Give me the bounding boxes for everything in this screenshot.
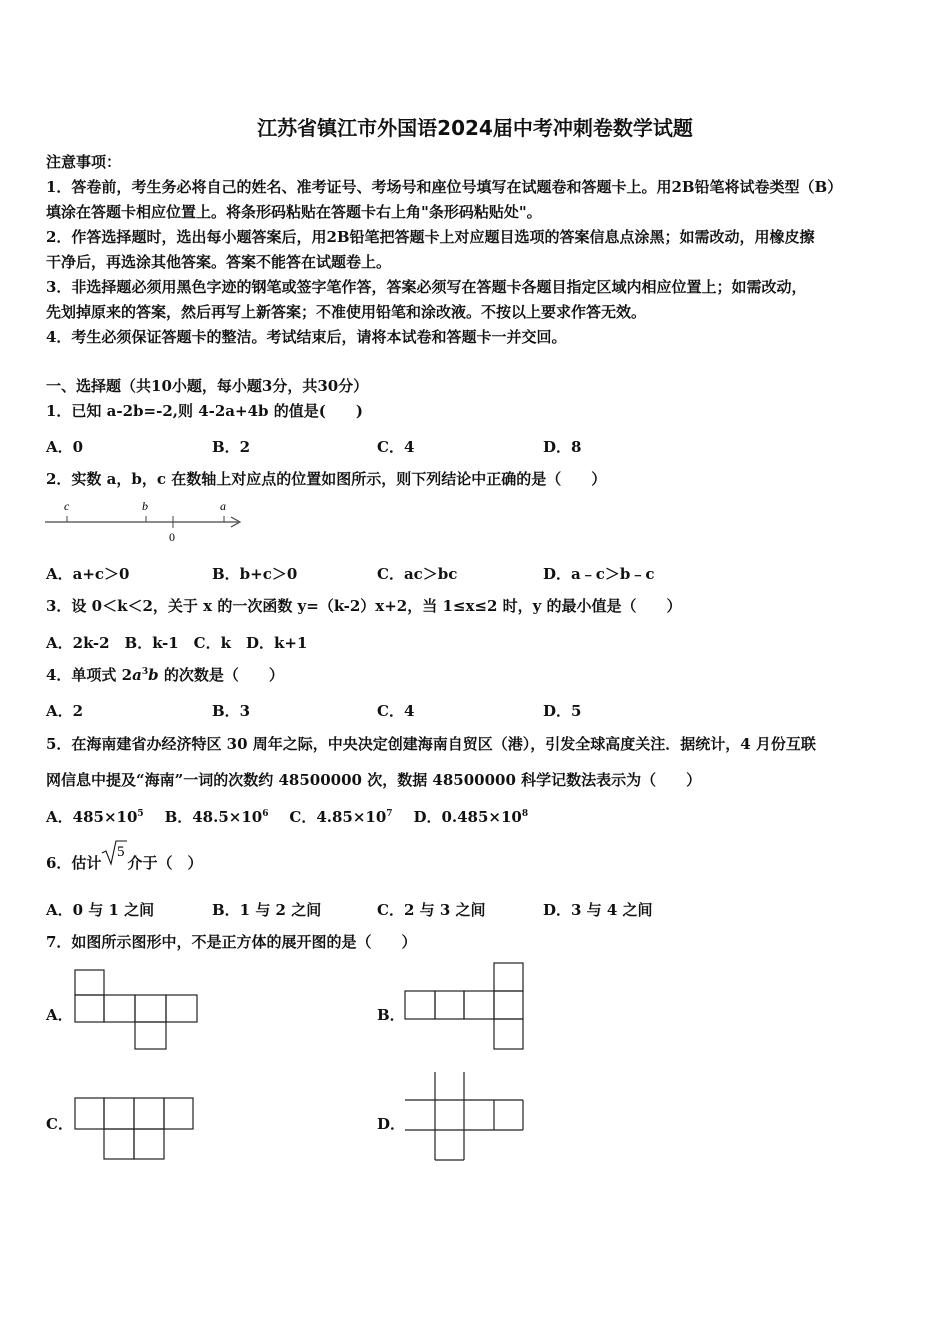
- sqrt-expression: [101, 844, 127, 870]
- q1-stem: 1．已知 a-2b=-2,则 4-2a+4b 的值是( ): [46, 402, 363, 420]
- q5-option-c: C．$4.85\times 10^7$: [289, 808, 393, 826]
- q1-option-b: B．2: [212, 438, 251, 456]
- q6-stem: 6．估计 5 介于（ ）: [46, 850, 202, 872]
- notice-line-5: 3．非选择题必须用黑色字迹的钢笔或签字笔作答，答案必须写在答题卡各题目指定区域内相应位置上；如需改动，: [46, 278, 807, 296]
- q2-stem: 2．实数 a，b，c 在数轴上对应点的位置如图所示，则下列结论中正确的是（ ）: [46, 470, 607, 488]
- notice-line-6: 先划掉原来的答案，然后再写上新答案；不准使用铅笔和涂改液。不按以上要求作答无效。: [46, 303, 647, 321]
- q7-option-d: D．: [377, 1115, 406, 1133]
- q7-figure-a: [74, 969, 200, 1051]
- notice-line-3: 2．作答选择题时，选出每小题答案后，用2B铅笔把答题卡上对应题目选项的答案信息点涂黑；如需改动，用橡皮擦: [46, 228, 815, 246]
- axis-label-c: c: [64, 499, 70, 513]
- notice-line-4: 干净后，再选涂其他答案。答案不能答在试题卷上。: [46, 253, 392, 271]
- q5-options: [46, 806, 528, 827]
- q4-option-b: B．3: [212, 702, 251, 720]
- axis-label-b: b: [142, 499, 148, 513]
- notice-heading: 注意事项：: [46, 153, 122, 171]
- notice-line-1: 1．答卷前，考生务必将自己的姓名、准考证号、考场号和座位号填写在试题卷和答题卡上。用2B铅笔将试卷类型（B）: [46, 178, 843, 196]
- q6-option-d: D．3 与 4 之间: [543, 901, 653, 919]
- q2-option-c: C．ac＞bc: [377, 565, 458, 583]
- q7-option-c: C．: [46, 1115, 73, 1133]
- q4-option-a: A．2: [46, 702, 84, 720]
- q6-option-a: A．0 与 1 之间: [46, 901, 155, 919]
- page-title: 江苏省镇江市外国语2024届中考冲刺卷数学试题: [257, 116, 693, 140]
- q7-option-b: B．: [377, 1006, 405, 1024]
- q7-option-a: A．: [46, 1006, 73, 1024]
- q5-stem-line-1: 5．在海南建省办经济特区 30 周年之际，中央决定创建海南自贸区（港），引发全球高度关注．据统计，4 月份互联: [46, 735, 816, 753]
- q2-option-d: D．a﹣c＞b﹣c: [543, 565, 655, 583]
- q2-option-a: A．a+c＞0: [46, 565, 130, 583]
- section-heading: 一、选择题（共10小题，每小题3分，共30分）: [46, 377, 369, 395]
- q7-figure-d: [404, 1071, 528, 1165]
- q3-options: A．2k-2 B．k-1 C．k D．k+1: [46, 634, 308, 652]
- q6-option-c: C．2 与 3 之间: [377, 901, 486, 919]
- q2-option-b: B．b+c＞0: [212, 565, 298, 583]
- q4-option-d: D．5: [543, 702, 582, 720]
- notice-line-7: 4．考生必须保证答题卡的整洁。考试结束后，请将本试卷和答题卡一并交回。: [46, 328, 567, 346]
- q1-option-d: D．8: [543, 438, 582, 456]
- q5-stem-line-2: 网信息中提及“海南”一词的次数约 48500000 次，数据 48500000 科学记数法表示为（ ）: [46, 771, 702, 789]
- q1-option-a: A．0: [46, 438, 84, 456]
- q7-figure-c: [74, 1097, 198, 1163]
- q6-option-b: B．1 与 2 之间: [212, 901, 322, 919]
- q7-stem: 7．如图所示图形中，不是正方体的展开图的是（ ）: [46, 933, 417, 951]
- q3-stem: 3．设 0＜k＜2，关于 x 的一次函数 y=（k-2）x+2，当 1≤x≤2 时，y 的最小值是（ ）: [46, 597, 682, 615]
- q5-option-d: D．$0.485\times 10^8$: [413, 808, 529, 826]
- radical-sign-icon: [101, 838, 127, 866]
- axis-label-zero: 0: [169, 530, 175, 544]
- q5-option-b: B．$48.5\times 10^6$: [164, 808, 269, 826]
- q1-option-c: C．4: [377, 438, 415, 456]
- q5-option-a: A．$485\times 10^5$: [46, 808, 144, 826]
- q4-option-c: C．4: [377, 702, 415, 720]
- q7-figure-b: [404, 962, 528, 1052]
- number-line-figure: [40, 496, 250, 544]
- q4-stem: 4．单项式 $2a^3b$ 的次数是（ ）: [46, 666, 284, 684]
- axis-label-a: a: [220, 499, 226, 513]
- svg-text:5: 5: [117, 844, 125, 860]
- notice-line-2: 填涂在答题卡相应位置上。将条形码粘贴在答题卡右上角"条形码粘贴处"。: [46, 203, 542, 221]
